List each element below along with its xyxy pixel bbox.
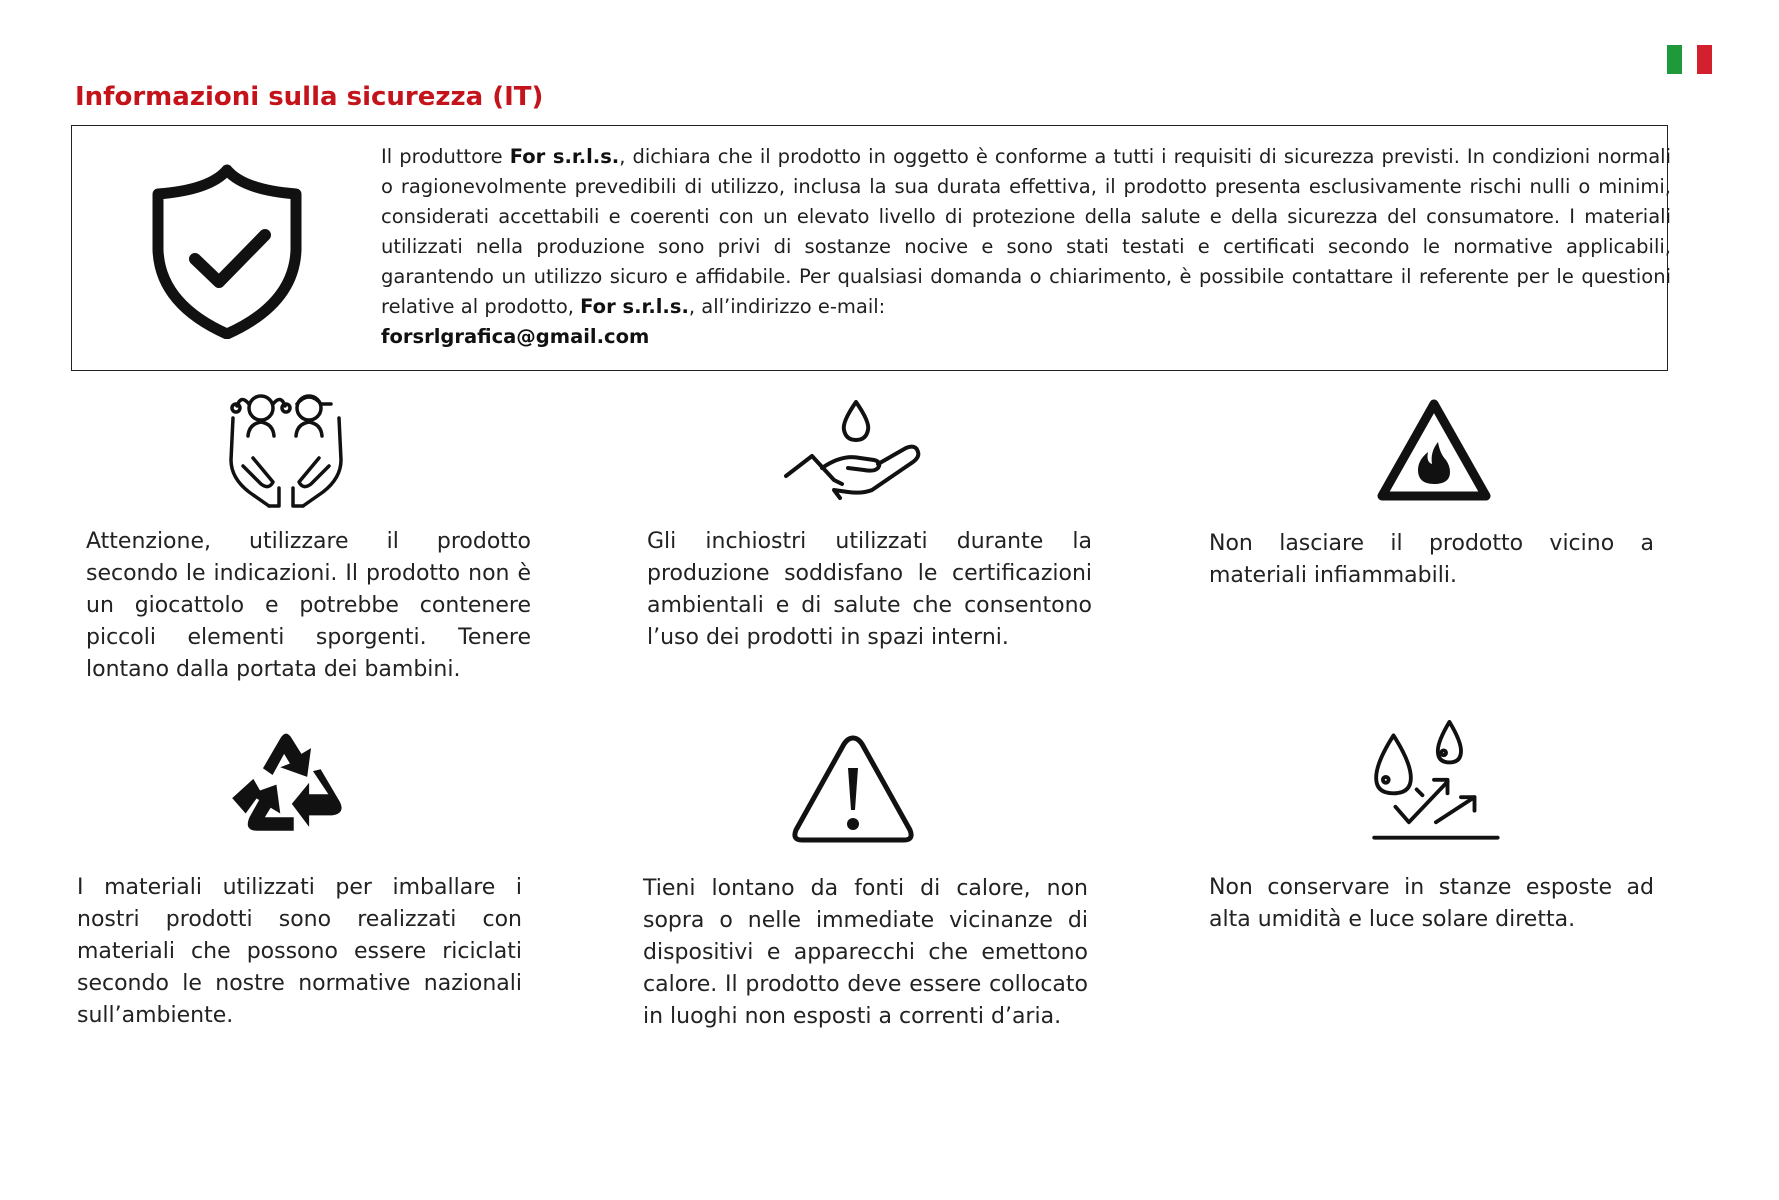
safety-info-box: [71, 125, 1672, 371]
flammable-warning-icon: [1374, 396, 1494, 506]
info-text-part3: , all’indirizzo e-mail:: [688, 295, 886, 318]
safety-item-text: Attenzione, utilizzare il prodotto secondo le indicazioni. Il prodotto non è un giocattolo e potrebbe contenere piccoli elementi sporgenti. Tenere lontano dalla portata dei bambini.: [86, 529, 531, 682]
safety-item-text: Tieni lontano da fonti di calore, non sopra o nelle immediate vicinanze di dispositivi e apparecchi che emettono calore. Il prodotto deve essere collocato in luoghi non esposti a correnti d’aria.: [643, 876, 1088, 1029]
italian-flag-icon: [1667, 45, 1712, 74]
flag-red-stripe: [1697, 45, 1712, 74]
contact-email: forsrlgrafica@gmail.com: [381, 325, 650, 348]
safety-info-text: [381, 142, 1671, 352]
safety-item-text: Gli inchiostri utilizzati durante la produzione soddisfano le certificazioni ambientali e di salute che consentono l’uso dei prodotti in spazi interni.: [647, 529, 1092, 650]
children-hands-icon: [221, 388, 351, 508]
safety-item-text: Non lasciare il prodotto vicino a materiali infiammabili.: [1209, 531, 1654, 588]
page-title: Informazioni sulla sicurezza (IT): [75, 82, 544, 112]
safety-item-text: Non conservare in stanze esposte ad alta umidità e luce solare diretta.: [1209, 875, 1654, 932]
warning-icon: [788, 730, 918, 850]
company-name-repeat: For s.r.l.s.: [580, 295, 689, 318]
humidity-icon: [1364, 720, 1504, 855]
recycle-icon: [222, 725, 352, 850]
info-text-part2: , dichiara che il prodotto in oggetto è conforme a tutti i requisiti di sicurezza previsti. In condizioni normali o ragionevolmente prevedibili di utilizzo, inclusa la sua durata effettiva, il prodotto presenta esclusivamente rischi nulli o minimi, considerati accettabili e coerenti con un elevato livello di protezione della salute e della sicurezza del consumatore. I materiali utilizzati nella produzione sono privi di sostanze nocive e sono stati testati e certificati secondo le normative applicabili, garantendo un utilizzo sicuro e affidabile. Per qualsiasi domanda o chiarimento, è possibile contattare il referente per le questioni relative al prodotto,: [381, 145, 1672, 318]
safety-item-text: I materiali utilizzati per imballare i nostri prodotti sono realizzati con materiali che possono essere riciclati secondo le nostre normative nazionali sull’ambiente.: [77, 875, 522, 1028]
company-name: For s.r.l.s.: [509, 145, 620, 168]
water-drop-hand-icon: [782, 398, 922, 508]
info-text-part1: Il produttore: [381, 145, 510, 168]
shield-check-icon: [152, 164, 302, 339]
flag-green-stripe: [1667, 45, 1682, 74]
flag-white-stripe: [1682, 45, 1697, 74]
